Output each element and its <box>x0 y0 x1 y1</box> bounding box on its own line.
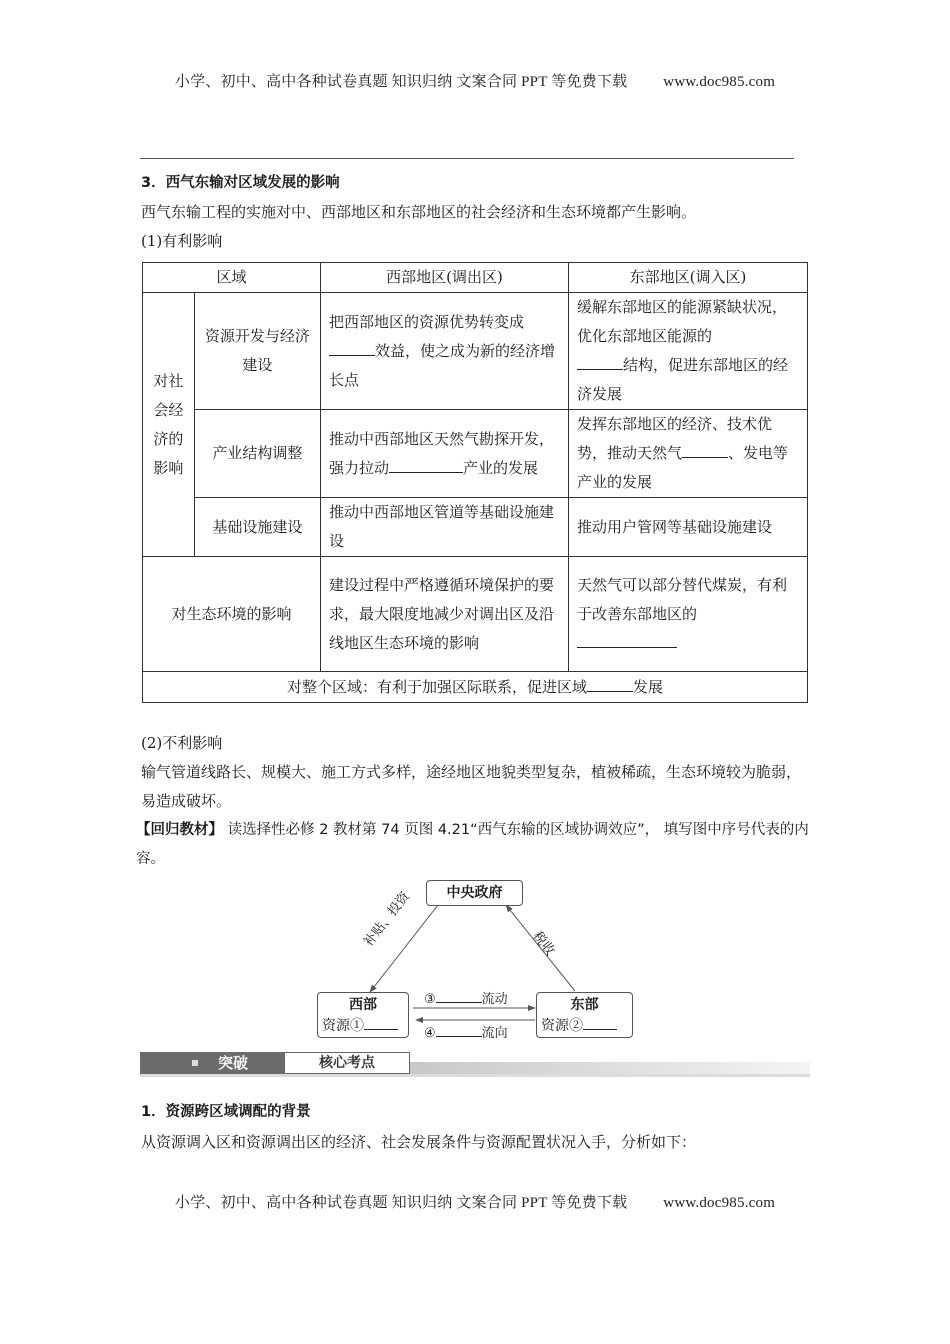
flow-4-label: ④ 流向 <box>424 1026 508 1041</box>
table-header-row <box>143 263 808 293</box>
favorable-label: (1)有利影响 <box>141 232 223 250</box>
answer-blank[interactable] <box>682 443 728 458</box>
answer-blank[interactable] <box>577 355 623 370</box>
answer-blank-2[interactable] <box>583 1015 617 1030</box>
west-cell: 推动中西部地区管道等基础设施建设 <box>321 498 569 557</box>
east-cell: 发挥东部地区的经济、技术优势，推动天然气 、发电等产业的发展 <box>569 410 808 498</box>
west-cell: 把西部地区的资源优势转变成 效益，使之成为新的经济增长点 <box>321 293 569 410</box>
west-cell: 推动中西部地区天然气勘探开发，强力拉动 产业的发展 <box>321 410 569 498</box>
answer-blank[interactable] <box>577 633 677 648</box>
square-bullet-icon <box>192 1060 198 1066</box>
section-banner <box>140 1052 810 1077</box>
east-cell: 天然气可以部分替代煤炭，有利于改善东部地区的 <box>569 557 808 672</box>
textbook-tip <box>136 816 812 874</box>
header-region: 区域 <box>143 263 321 293</box>
west-box: 西部 资源① <box>317 992 409 1038</box>
answer-blank-1[interactable] <box>364 1015 398 1030</box>
answer-blank[interactable] <box>329 341 375 356</box>
flow-3-label: ③ 流动 <box>424 992 508 1007</box>
section-heading: 3．西气东输对区域发展的影响 <box>141 175 340 191</box>
east-cell: 推动用户管网等基础设施建设 <box>569 498 808 557</box>
aspect-cell: 基础设施建设 <box>194 498 320 557</box>
header-text: 小学、初中、高中各种试卷真题 知识归纳 文案合同 PPT 等免费下载 <box>174 74 628 90</box>
aspect-cell: 资源开发与经济建设 <box>194 293 320 410</box>
page-footer <box>0 1191 950 1212</box>
banner-gradient <box>410 1062 810 1074</box>
header-east: 东部地区(调入区) <box>569 263 808 293</box>
footer-text: 小学、初中、高中各种试卷真题 知识归纳 文案合同 PPT 等免费下载 <box>174 1195 628 1211</box>
banner-underline <box>140 1074 810 1077</box>
banner-breakthrough: 突破 <box>140 1052 284 1074</box>
banner-core-points: 核心考点 <box>284 1052 410 1074</box>
east-cell: 缓解东部地区的能源紧缺状况，优化东部地区能源的 结构，促进东部地区的经济发展 <box>569 293 808 410</box>
table-row <box>143 672 808 703</box>
tax-label: 税收 <box>529 928 558 959</box>
table-row <box>143 557 808 672</box>
header-west: 西部地区(调出区) <box>321 263 569 293</box>
east-box: 东部 资源② <box>536 992 633 1038</box>
section1-text: 从资源调入区和资源调出区的经济、社会发展条件与资源配置状况入手，分析如下： <box>141 1133 697 1151</box>
page-header <box>0 70 950 91</box>
west-cell: 建设过程中严格遵循环境保护的要求，最大限度地减少对调出区及沿线地区生态环境的影响 <box>321 557 569 672</box>
tip-text-2: 填写图中序号代表的内容。 <box>136 822 809 867</box>
subsidy-investment-label: 补贴、投资 <box>361 889 413 950</box>
social-econ-label: 对社会经济的影响 <box>143 293 195 557</box>
unfavorable-label: (2)不利影响 <box>141 734 223 752</box>
tip-text-1: 读选择性必修 2 教材第 74 页图 4.21“西气东输的区域协调效应”， <box>227 822 660 838</box>
whole-region-cell: 对整个区域：有利于加强区际联系，促进区域 发展 <box>143 672 808 703</box>
answer-blank[interactable] <box>587 677 633 692</box>
eco-label: 对生态环境的影响 <box>143 557 321 672</box>
regional-coordination-diagram <box>310 870 650 1050</box>
central-government-box: 中央政府 <box>426 880 523 906</box>
unfavorable-text: 输气管道线路长、规模大、施工方式多样，途经地区地貌类型复杂，植被稀疏，生态环境较为脆弱，易造成破坏。 <box>141 763 802 810</box>
tip-tag: 【回归教材】 <box>136 822 223 838</box>
answer-blank-3[interactable] <box>436 990 482 1003</box>
header-divider <box>140 158 794 159</box>
aspect-cell: 产业结构调整 <box>194 410 320 498</box>
answer-blank[interactable] <box>389 458 463 473</box>
intro-paragraph: 西气东输工程的实施对中、西部地区和东部地区的社会经济和生态环境都产生影响。 <box>141 203 697 221</box>
answer-blank-4[interactable] <box>436 1024 482 1037</box>
impact-table <box>142 262 808 703</box>
section-heading: 1．资源跨区域调配的背景 <box>141 1104 311 1120</box>
table-row <box>143 293 808 410</box>
footer-url[interactable]: www.doc985.com <box>663 1195 776 1211</box>
table-row <box>143 410 808 498</box>
header-url[interactable]: www.doc985.com <box>663 74 776 90</box>
table-row <box>143 498 808 557</box>
